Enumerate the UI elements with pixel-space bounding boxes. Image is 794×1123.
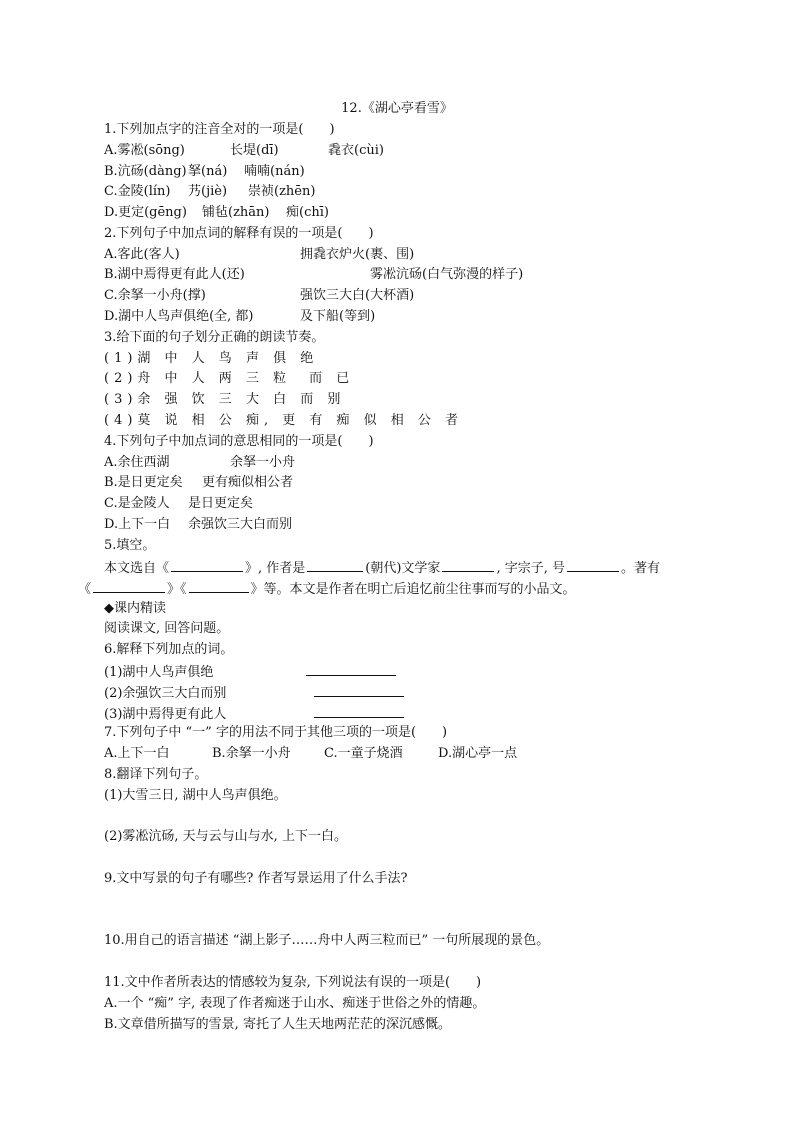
q6-item-1 bbox=[104, 661, 396, 681]
q5-text-6: 《 bbox=[78, 582, 92, 597]
q2-option-c bbox=[104, 286, 414, 306]
q6-answer-line-2[interactable] bbox=[314, 682, 404, 697]
q4-a-2: 余拏一小舟 bbox=[230, 455, 296, 470]
q7-stem: 7.下列句子中 “一” 字的用法不同于其他三项的一项是( ) bbox=[104, 725, 448, 740]
q11-stem: 11.文中作者所表达的情感较为复杂, 下列说法有误的一项是( ) bbox=[104, 975, 482, 990]
q10-stem: 10.用自己的语言描述 “湖上影子……舟中人两三粒而已” 一句所展现的景色。 bbox=[104, 933, 550, 948]
q6-item-3-text: (3)湖中焉得更有此人 bbox=[104, 707, 227, 722]
q8-item-1: (1)大雪三日, 湖中人鸟声俱绝。 bbox=[104, 788, 287, 803]
q1-option-a bbox=[104, 141, 384, 161]
q1-c-1: C.金陵(lín) bbox=[104, 184, 171, 199]
q1-option-c bbox=[104, 182, 315, 202]
q1-c-3: 崇祯(zhēn) bbox=[248, 184, 316, 199]
q4-option-c bbox=[104, 494, 253, 514]
q11-option-a: A.一个 “痴” 字, 表现了作者痴迷于山水、痴迷于世俗之外的情趣。 bbox=[104, 996, 486, 1011]
q3-item-1: (1)湖 中 人 鸟 声 俱 绝 bbox=[104, 351, 319, 366]
q4-d-2: 余强饮三大白而别 bbox=[188, 517, 293, 532]
q5-blank-work-1[interactable] bbox=[93, 578, 165, 593]
section-heading: ◆课内精读 bbox=[104, 601, 166, 616]
q1-b-1: B.沆砀(dàng) bbox=[104, 164, 187, 179]
q6-item-2-text: (2)余强饮三大白而别 bbox=[104, 686, 227, 701]
q4-d-1: D.上下一白 bbox=[104, 517, 171, 532]
q1-d-1: D.更定(gēng) bbox=[104, 205, 187, 220]
reading-instruction: 阅读课文, 回答问题。 bbox=[104, 621, 230, 636]
q4-c-1: C.是金陵人 bbox=[104, 496, 170, 511]
q5-text-7: 》《 bbox=[167, 582, 187, 597]
q2-a-2: 拥毳衣炉火(裹、围) bbox=[300, 247, 415, 262]
q5-blank-alias[interactable] bbox=[567, 557, 619, 572]
q2-c-2: 强饮三大白(大杯酒) bbox=[300, 288, 415, 303]
q2-option-d bbox=[104, 307, 375, 327]
q1-b-2: 拏(ná) bbox=[188, 164, 228, 179]
q1-a-3: 毳衣(cùi) bbox=[328, 143, 384, 158]
q4-b-1: B.是日更定矣 bbox=[104, 475, 183, 490]
q7-option-c: C.一童子烧酒 bbox=[324, 746, 403, 761]
q11-option-b: B.文章借所描写的雪景, 寄托了人生天地两茫茫的深沉感慨。 bbox=[104, 1017, 451, 1032]
q6-answer-line-1[interactable] bbox=[306, 661, 396, 676]
q4-option-a bbox=[104, 453, 295, 473]
q2-d-2: 及下船(等到) bbox=[300, 309, 376, 324]
q5-blank-author[interactable] bbox=[307, 557, 363, 572]
q9-stem: 9.文中写景的句子有哪些? 作者写景运用了什么手法? bbox=[104, 871, 408, 886]
q4-option-d bbox=[104, 515, 292, 535]
q6-item-3 bbox=[104, 703, 404, 723]
q6-item-1-text: (1)湖中人鸟声俱绝 bbox=[104, 665, 214, 680]
q2-stem: 2.下列句子中加点词的解释有误的一项是( ) bbox=[104, 226, 374, 241]
q7-option-d: D.湖心亭一点 bbox=[438, 746, 518, 761]
q3-item-2: (2)舟 中 人 两 三 粒 而 已 bbox=[104, 371, 355, 386]
q5-text-3: (朝代)文学家 bbox=[365, 561, 441, 576]
q5-text-8: 》等。本文是作者在明亡后追忆前尘往事而写的小品文。 bbox=[250, 582, 576, 597]
q5-blank-writer[interactable] bbox=[442, 557, 494, 572]
q5-blank-work-2[interactable] bbox=[189, 578, 249, 593]
q2-option-b bbox=[104, 265, 523, 285]
q5-text-5: 。著有 bbox=[620, 561, 660, 576]
q7-option-b: B.余拏一小舟 bbox=[212, 746, 291, 761]
q5-stem: 5.填空。 bbox=[104, 538, 156, 553]
q1-a-2: 长堤(dī) bbox=[230, 143, 279, 158]
q5-text-2: 》, 作者是 bbox=[245, 561, 306, 576]
q4-c-2: 是日更定矣 bbox=[188, 496, 254, 511]
q2-option-a bbox=[104, 245, 414, 265]
q5-text-4: , 字宗子, 号 bbox=[496, 561, 565, 576]
q5-text-1: 本文选自《 bbox=[104, 561, 170, 576]
q3-stem: 3.给下面的句子划分正确的朗读节奏。 bbox=[104, 330, 325, 345]
q3-item-3: (3)余 强 饮 三 大 白 而 别 bbox=[104, 392, 346, 407]
q2-b-1: B.湖中焉得更有此人(还) bbox=[104, 267, 245, 282]
q5-blank-source[interactable] bbox=[171, 557, 243, 572]
q1-d-3: 痴(chī) bbox=[286, 205, 329, 220]
q1-d-2: 铺毡(zhān) bbox=[202, 205, 270, 220]
q4-a-1: A.余住西湖 bbox=[104, 455, 170, 470]
q1-option-d bbox=[104, 203, 329, 223]
q8-item-2: (2)雾凇沆砀, 天与云与山与水, 上下一白。 bbox=[104, 829, 347, 844]
q2-a-1: A.客此(客人) bbox=[104, 247, 180, 262]
q3-item-4: (4)莫 说 相 公 痴, 更 有 痴 似 相 公 者 bbox=[104, 413, 464, 428]
q1-c-2: 艿(jiè) bbox=[188, 184, 228, 199]
q5-fill-line-1 bbox=[104, 557, 660, 577]
q6-stem: 6.解释下列加点的词。 bbox=[104, 642, 234, 657]
q1-b-3: 喃喃(nán) bbox=[244, 164, 305, 179]
q8-stem: 8.翻译下列句子。 bbox=[104, 767, 208, 782]
q4-b-2: 更有痴似相公者 bbox=[202, 475, 294, 490]
q7-options bbox=[104, 744, 517, 764]
q5-fill-line-2 bbox=[78, 578, 576, 598]
q1-a-1: A.雾凇(sōng) bbox=[104, 143, 185, 158]
q1-option-b bbox=[104, 162, 305, 182]
q6-answer-line-3[interactable] bbox=[314, 703, 404, 718]
page-title: 12.《湖心亭看雪》 bbox=[341, 101, 453, 116]
q4-option-b bbox=[104, 473, 293, 493]
q2-b-2: 雾凇沆砀(白气弥漫的样子) bbox=[370, 267, 524, 282]
q6-item-2 bbox=[104, 682, 404, 702]
q2-c-1: C.余拏一小舟(撑) bbox=[104, 288, 206, 303]
q4-stem: 4.下列句子中加点词的意思相同的一项是( ) bbox=[104, 434, 374, 449]
q1-stem: 1.下列加点字的注音全对的一项是( ) bbox=[104, 122, 335, 137]
q2-d-1: D.湖中人鸟声俱绝(全, 都) bbox=[104, 309, 254, 324]
q7-option-a: A.上下一白 bbox=[104, 746, 170, 761]
